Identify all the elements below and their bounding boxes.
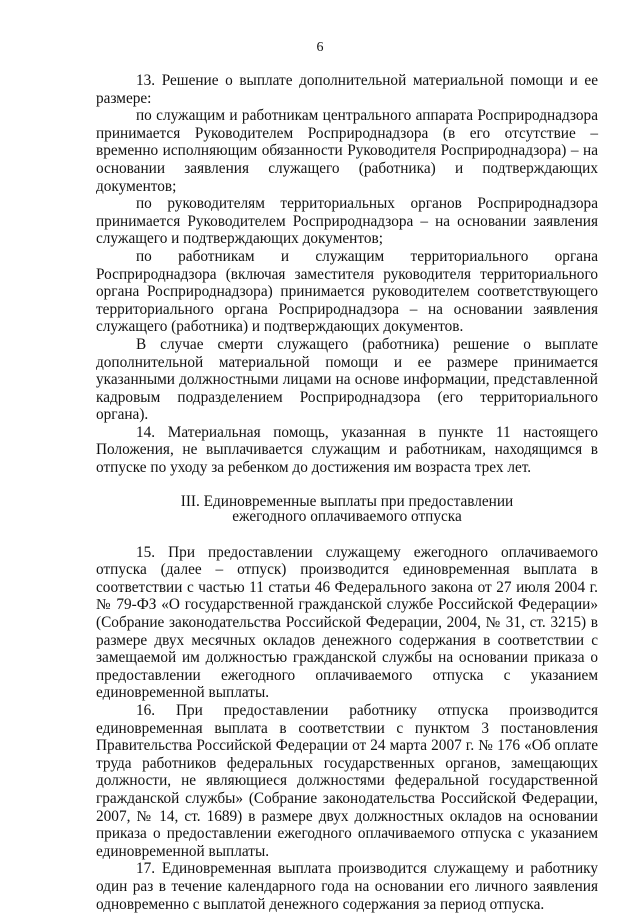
page-number: 6 xyxy=(316,40,324,55)
paragraph-15: 15. При предоставлении служащему ежегодного оплачиваемого отпуска (далее – отпуск) производится единовременная выплата в соответствии с частью 11 статьи 46 Федерального закона от 27 июля 2004 г. № 79-ФЗ «О государственной гражданской службе Российской Федерации» (Собрание законодательства Российской Федерации, 2004, № 31, ст. 3215) в размере двух месячных окладов денежного содержания в соответствии с замещаемой им должностью гражданской службы на основании приказа о предоставлении ежегодного оплачиваемого отпуска с указанием единовременной выплаты. xyxy=(96,543,598,702)
paragraph-14: 14. Материальная помощь, указанная в пункте 11 настоящего Положения, не выплачивается служащим и работникам, находящимся в отпуске по уходу за ребенком до достижения им возраста трех лет. xyxy=(96,423,598,477)
paragraph-13-territorial: по работникам и служащим территориального органа Росприроднадзора (включая заместителя руководителя территориального органа Росприроднадзора) принимается руководителем соответствующего территориального органа Росприроднадзора – на основании заявления служащего (работника) и подтверждающих документов. xyxy=(96,247,598,336)
paragraph-17: 17. Единовременная выплата производится служащему и работнику один раз в течение календарного года на основании его личного заявления одновременно с выплатой денежного содержания за период отпуска. xyxy=(96,860,598,913)
document-body xyxy=(96,72,598,913)
section-title xyxy=(96,494,598,524)
section-title-line-1: III. Единовременные выплаты при предоставлении xyxy=(180,492,514,510)
section-title-line-2: ежегодного оплачиваемого отпуска xyxy=(232,507,462,525)
paragraph-13-central: по служащим и работникам центрального аппарата Росприроднадзора принимается Руководителем Росприроднадзора (в его отсутствие – временно исполняющим обязанности Руководителя Росприроднадзора) – на основании заявления служащего (работника) и подтверждающих документов; xyxy=(96,107,598,195)
paragraph-13: 13. Решение о выплате дополнительной материальной помощи и ее размере: xyxy=(96,72,598,107)
paragraph-13-heads: по руководителям территориальных органов Росприроднадзора принимается Руководителем Росприроднадзора – на основании заявления служащего и подтверждающих документов; xyxy=(96,195,598,248)
paragraph-16: 16. При предоставлении работнику отпуска производится единовременная выплата в соответствии с пунктом 3 постановления Правительства Российской Федерации от 24 марта 2007 г. № 176 «Об оплате труда работников федеральных государственных органов, замещающих должности, не являющиеся должностями федеральной государственной гражданской службы» (Собрание законодательства Российской Федерации, 2007, № 14, ст. 1689) в размере двух должностных окладов на основании приказа о предоставлении ежегодного оплачиваемого отпуска с указанием единовременной выплаты. xyxy=(96,702,598,860)
paragraph-13-death: В случае смерти служащего (работника) решение о выплате дополнительной материальной помощи и ее размере принимается указанными должностными лицами на основе информации, представленной кадровым подразделением Росприроднадзора (его территориального органа). xyxy=(96,335,598,424)
